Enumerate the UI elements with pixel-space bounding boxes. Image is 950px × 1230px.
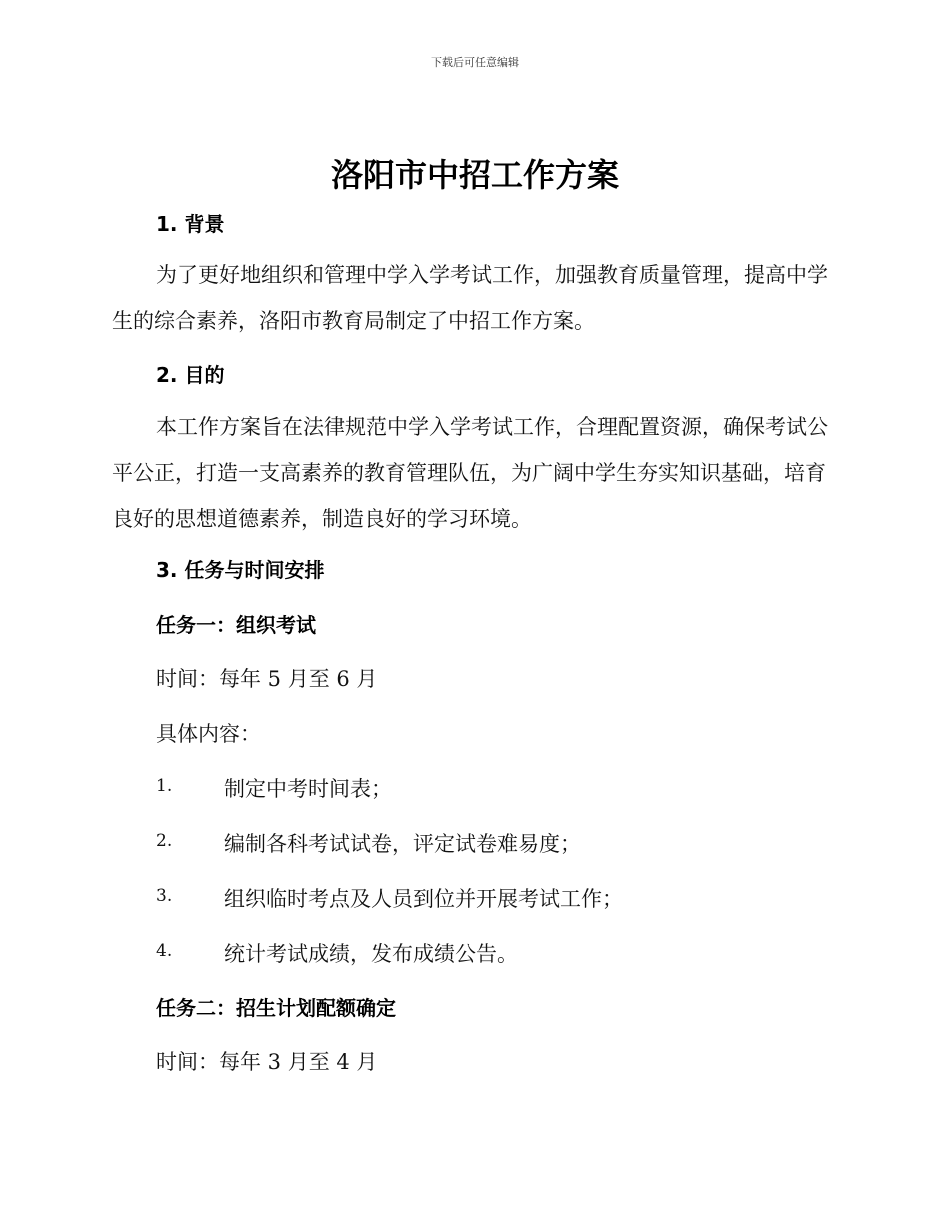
list-item: 统计考试成绩，发布成绩公告。 xyxy=(224,942,518,966)
section-body-purpose: 本工作方案旨在法律规范中学入学考试工作，合理配置资源，确保考试公平公正，打造一支高素养的教育管理队伍，为广阔中学生夯实知识基础，培育良好的思想道德素养，制造良好的学习环境。 xyxy=(112,415,828,531)
list-item-number: 3. xyxy=(156,886,173,906)
section-heading-background: 1. 背景 xyxy=(156,212,225,236)
document-title: 洛阳市中招工作方案 xyxy=(330,156,619,194)
header-note: 下载后可任意编辑 xyxy=(431,56,519,69)
task2-heading: 任务二：招生计划配额确定 xyxy=(156,996,396,1020)
task1-heading: 任务一：组织考试 xyxy=(156,613,316,637)
section-heading-tasks: 3. 任务与时间安排 xyxy=(156,558,325,582)
task2-time: 时间：每年 3 月至 4 月 xyxy=(156,1050,378,1074)
list-item-number: 2. xyxy=(156,831,173,851)
list-item: 组织临时考点及人员到位并开展考试工作； xyxy=(224,887,623,911)
section-heading-purpose: 2. 目的 xyxy=(156,363,225,387)
section-body-background: 为了更好地组织和管理中学入学考试工作，加强教育质量管理，提高中学生的综合素养，洛阳市教育局制定了中招工作方案。 xyxy=(112,263,828,333)
list-item: 编制各科考试试卷，评定试卷难易度； xyxy=(224,832,581,856)
list-item-number: 1. xyxy=(156,776,173,796)
task1-time: 时间：每年 5 月至 6 月 xyxy=(156,667,378,691)
list-item: 制定中考时间表； xyxy=(224,777,392,801)
list-item-number: 4. xyxy=(156,941,173,961)
task1-content-label: 具体内容： xyxy=(156,722,261,746)
